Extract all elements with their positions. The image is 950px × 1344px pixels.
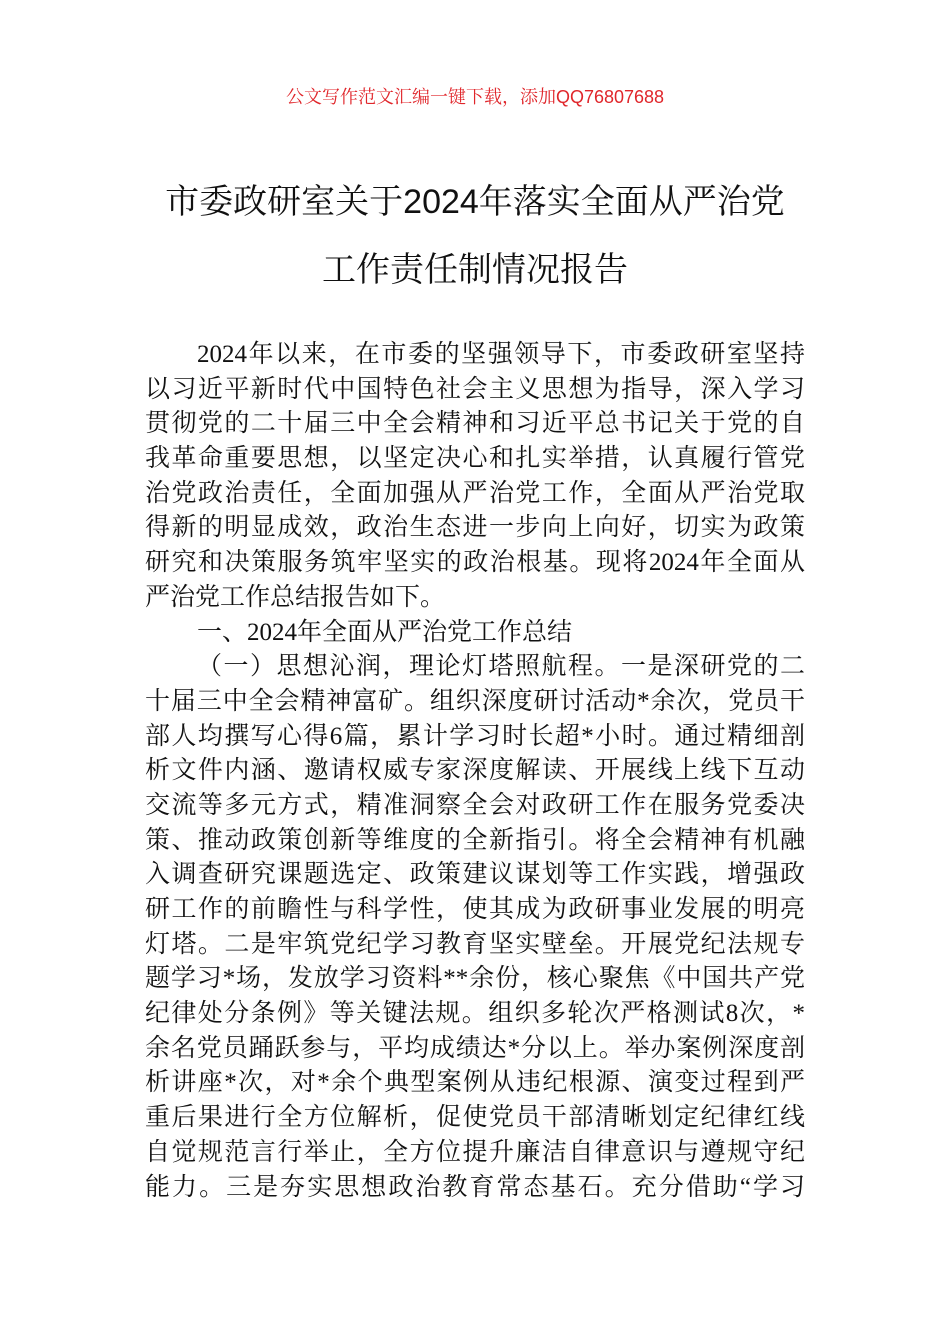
text-line: 十届三中全会精神富矿。组织深度研讨活动*余次，党员干 (145, 687, 805, 715)
paragraph (145, 650, 805, 1205)
text-line: 2024年以来，在市委的坚强领导下，市委政研室坚持 (197, 341, 805, 368)
text-line: 重后果进行全方位解析，促使党员干部清晰划定纪律红线 (145, 1104, 805, 1132)
paragraph (145, 338, 805, 616)
text-line: 以习近平新时代中国特色社会主义思想为指导，深入学习 (145, 375, 805, 403)
document-title-line-2: 工作责任制情况报告 (322, 251, 628, 289)
text-line: 治党政治责任，全面加强从严治党工作，全面从严治党取 (145, 479, 805, 507)
text-line: 交流等多元方式，精准洞察全会对政研工作在服务党委决 (145, 791, 805, 819)
document-title-line-1: 市委政研室关于2024年落实全面从严治党 (165, 183, 785, 221)
text-line: 纪律处分条例》等关键法规。组织多轮次严格测试8次，* (145, 1000, 805, 1028)
text-line: 研工作的前瞻性与科学性，使其成为政研事业发展的明亮 (145, 896, 805, 923)
text-line: 得新的明显成效，政治生态进一步向上向好，切实为政策 (145, 514, 805, 542)
text-line: 余名党员踊跃参与，平均成绩达*分以上。举办案例深度剖 (145, 1034, 805, 1062)
text-line: 贯彻党的二十届三中全会精神和习近平总书记关于党的自 (145, 410, 805, 438)
text-line: 题学习*场，发放学习资料**余份，核心聚焦《中国共产党 (145, 965, 805, 993)
text-line: （一）思想沁润，理论灯塔照航程。一是深研党的二 (197, 653, 805, 681)
text-line: 严治党工作总结报告如下。 (145, 583, 446, 611)
text-line: 析讲座*次，对*余个典型案例从违纪根源、演变过程到严 (145, 1069, 805, 1097)
text-line: 灯塔。二是牢筑党纪学习教育坚实壁垒。开展党纪法规专 (145, 930, 805, 958)
document-body (145, 338, 805, 1205)
text-line: 自觉规范言行举止，全方位提升廉洁自律意识与遵规守纪 (145, 1138, 805, 1166)
paragraph (145, 616, 805, 651)
text-line: 入调查研究课题选定、政策建议谋划等工作实践，增强政 (145, 861, 805, 889)
text-line: 部人均撰写心得6篇，累计学习时长超*小时。通过精细剖 (145, 722, 805, 750)
text-line: 我革命重要思想，以坚定决心和扎实举措，认真履行管党 (145, 445, 805, 473)
watermark-header: 公文写作范文汇编一键下载，添加QQ76807688 (285, 87, 665, 107)
text-line: 策、推动政策创新等维度的全新指引。将全会精神有机融 (145, 826, 805, 854)
text-line: 研究和决策服务筑牢坚实的政治根基。现将2024年全面从 (145, 549, 805, 577)
text-line: 能力。三是夯实思想政治教育常态基石。充分借助“学习 (145, 1173, 805, 1201)
text-line: 析文件内涵、邀请权威专家深度解读、开展线上线下互动 (145, 757, 805, 785)
text-line: 一、2024年全面从严治党工作总结 (197, 618, 573, 646)
